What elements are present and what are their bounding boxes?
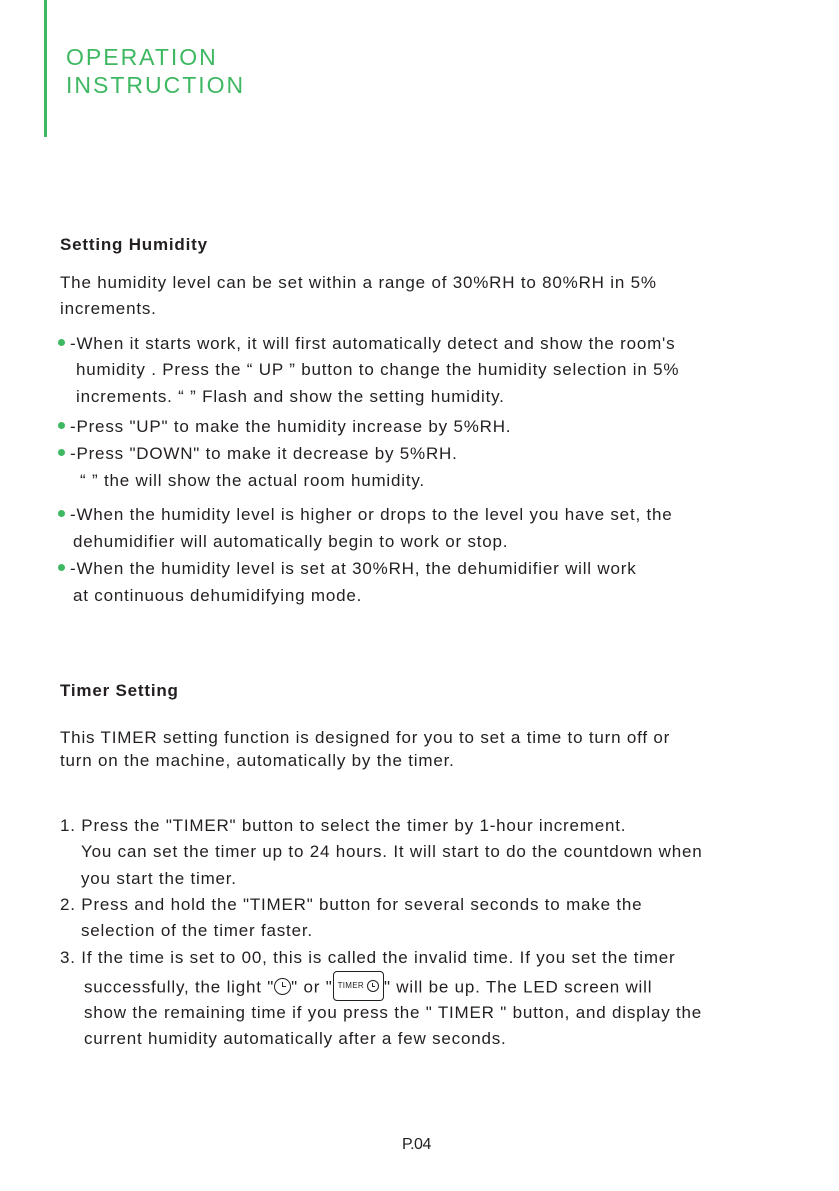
humidity-bullet-1 (58, 331, 675, 357)
timer-step-3-line-2 (84, 973, 652, 1003)
humidity-bullet-3 (58, 441, 458, 467)
step-3-text-a: successfully, the light " (84, 977, 275, 997)
clock-icon (367, 980, 379, 992)
bullet-5-line-2: at continuous dehumidifying mode. (73, 586, 363, 605)
humidity-bullet-4 (58, 502, 673, 528)
humidity-intro-line-1: The humidity level can be set within a range of 30%RH to 80%RH in 5% (60, 273, 657, 292)
timer-step-3-line-1: 3. If the time is set to 00, this is called the invalid time. If you set the timer (60, 948, 676, 967)
bullet-dot-icon (58, 422, 65, 429)
bullet-4-line-1: -When the humidity level is higher or drops to the level you have set, the (70, 505, 673, 524)
header-accent-line (44, 0, 47, 137)
humidity-bullet-2 (58, 414, 511, 440)
timer-step-1-line-2: You can set the timer up to 24 hours. It will start to do the countdown when (81, 842, 703, 861)
step-3-text-b: " or " (291, 977, 333, 997)
section-title-humidity: Setting Humidity (60, 235, 208, 254)
bullet-5-line-1: -When the humidity level is set at 30%RH, the dehumidifier will work (70, 559, 637, 578)
header-line-1: OPERATION (66, 44, 218, 70)
humidity-intro-line-2: increments. (60, 299, 157, 318)
step-3-text-c: " will be up. The LED screen will (383, 977, 653, 997)
bullet-3-line-2: “ ” the will show the actual room humidity. (80, 471, 425, 490)
humidity-bullet-5 (58, 556, 637, 582)
bullet-dot-icon (58, 449, 65, 456)
header-line-2: INSTRUCTION (66, 72, 246, 98)
clock-icon (274, 978, 291, 995)
timer-intro-line-1: This TIMER setting function is designed for you to set a time to turn off or (60, 728, 671, 747)
section-title-timer: Timer Setting (60, 681, 179, 700)
bullet-1-line-1: -When it starts work, it will first automatically detect and show the room's (70, 334, 676, 353)
timer-button-icon (333, 971, 384, 1001)
timer-step-1-line-1: 1. Press the "TIMER" button to select the timer by 1-hour increment. (60, 816, 627, 835)
timer-step-2-line-2: selection of the timer faster. (81, 921, 313, 940)
bullet-dot-icon (58, 564, 65, 571)
bullet-1-line-2: humidity . Press the “ UP ” button to change the humidity selection in 5% (76, 360, 680, 379)
page-header (66, 43, 245, 99)
timer-intro-line-2: turn on the machine, automatically by the timer. (60, 751, 455, 770)
bullet-2-text: -Press "UP" to make the humidity increase by 5%RH. (70, 417, 512, 436)
bullet-4-line-2: dehumidifier will automatically begin to work or stop. (73, 532, 509, 551)
timer-step-2-line-1: 2. Press and hold the "TIMER" button for several seconds to make the (60, 895, 643, 914)
bullet-3-text: -Press "DOWN" to make it decrease by 5%RH. (70, 444, 458, 463)
timer-step-3-line-3: show the remaining time if you press the " TIMER " button, and display the (84, 1003, 703, 1022)
bullet-1-line-3: increments. “ ” Flash and show the setting humidity. (76, 387, 505, 406)
bullet-dot-icon (58, 510, 65, 517)
timer-step-3-line-4: current humidity automatically after a few seconds. (84, 1029, 507, 1048)
timer-step-1-line-3: you start the timer. (81, 869, 237, 888)
timer-button-label: TIMER (337, 981, 364, 990)
bullet-dot-icon (58, 339, 65, 346)
page-number: P.04 (402, 1136, 431, 1153)
